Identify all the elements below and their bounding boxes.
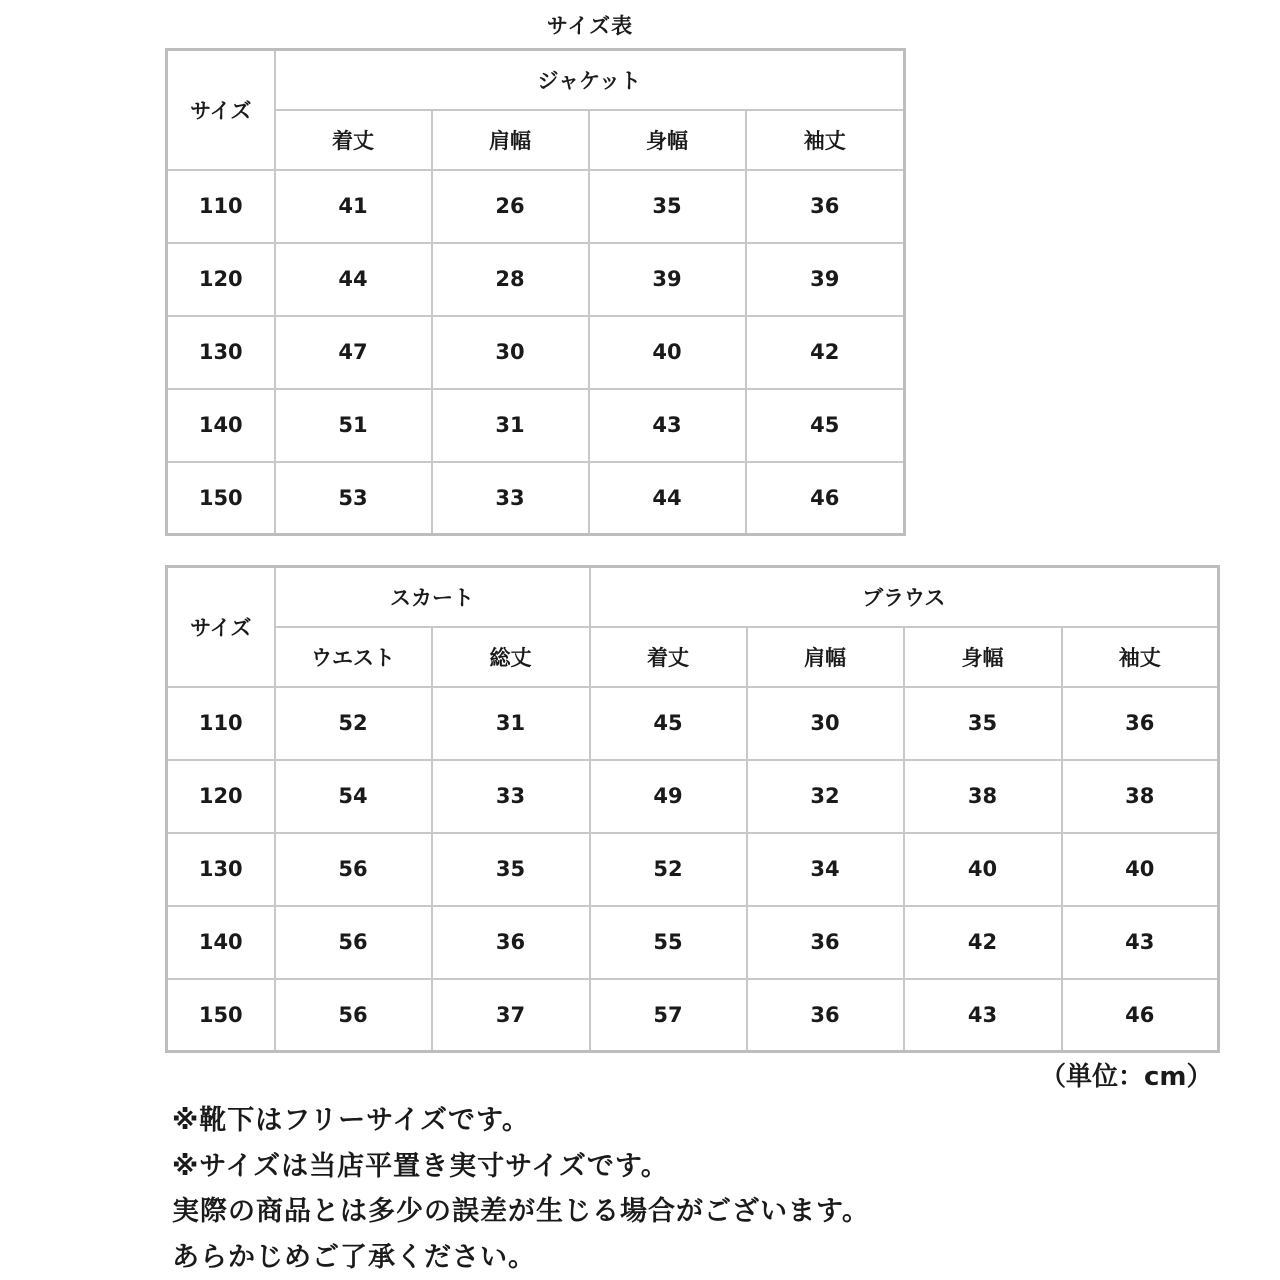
unit-label: （単位：cm） — [1040, 1062, 1213, 1092]
measurement-cell: 42 — [746, 316, 905, 389]
size-cell: 140 — [167, 389, 275, 462]
measurement-cell: 46 — [1062, 979, 1219, 1052]
measurement-cell: 35 — [904, 687, 1062, 760]
note-line: あらかじめご了承ください。 — [172, 1241, 536, 1273]
measurement-cell: 36 — [1062, 687, 1219, 760]
size-cell: 120 — [167, 243, 275, 316]
table-row — [167, 760, 1219, 833]
measurement-cell: 42 — [904, 906, 1062, 979]
measurement-cell: 55 — [590, 906, 747, 979]
measurement-cell: 56 — [275, 833, 432, 906]
measurement-cell: 56 — [275, 979, 432, 1052]
column-header: 肩幅 — [747, 627, 904, 687]
column-header: 肩幅 — [432, 110, 589, 170]
measurement-cell: 34 — [747, 833, 904, 906]
column-header: 着丈 — [275, 110, 432, 170]
table-row — [167, 906, 1219, 979]
measurement-cell: 39 — [589, 243, 746, 316]
measurement-cell: 43 — [904, 979, 1062, 1052]
column-header: 袖丈 — [1062, 627, 1219, 687]
table-row — [167, 170, 905, 243]
column-header: 着丈 — [590, 627, 747, 687]
table-row — [167, 316, 905, 389]
measurement-cell: 46 — [746, 462, 905, 535]
measurement-cell: 54 — [275, 760, 432, 833]
jacket-group-header: ジャケット — [275, 50, 905, 110]
size-cell: 110 — [167, 170, 275, 243]
measurement-cell: 35 — [432, 833, 590, 906]
measurement-cell: 45 — [746, 389, 905, 462]
note-line: 実際の商品とは多少の誤差が生じる場合がございます。 — [172, 1196, 870, 1227]
measurement-cell: 40 — [589, 316, 746, 389]
measurement-cell: 51 — [275, 389, 432, 462]
note-line: ※靴下はフリーサイズです。 — [172, 1105, 530, 1136]
measurement-cell: 36 — [747, 979, 904, 1052]
column-header: ウエスト — [275, 627, 432, 687]
size-cell: 110 — [167, 687, 275, 760]
size-cell: 130 — [167, 833, 275, 906]
measurement-cell: 33 — [432, 760, 590, 833]
measurement-cell: 32 — [747, 760, 904, 833]
measurement-cell: 26 — [432, 170, 589, 243]
jacket-table-body — [167, 170, 905, 535]
notes — [172, 1098, 870, 1280]
note-line: ※サイズは当店平置き実寸サイズです。 — [172, 1150, 669, 1182]
measurement-cell: 44 — [589, 462, 746, 535]
measurement-cell: 52 — [275, 687, 432, 760]
jacket-size-table — [165, 48, 906, 536]
skirt-group-header: スカート — [275, 567, 590, 627]
measurement-cell: 43 — [589, 389, 746, 462]
page-title: サイズ表 — [546, 14, 634, 38]
blouse-group-header: ブラウス — [590, 567, 1219, 627]
size-cell: 140 — [167, 906, 275, 979]
measurement-cell: 33 — [432, 462, 589, 535]
column-header: 総丈 — [432, 627, 590, 687]
measurement-cell: 45 — [590, 687, 747, 760]
measurement-cell: 31 — [432, 389, 589, 462]
measurement-cell: 53 — [275, 462, 432, 535]
skirt-blouse-size-table — [165, 565, 1220, 1053]
measurement-cell: 40 — [1062, 833, 1219, 906]
table-row — [167, 687, 1219, 760]
measurement-cell: 43 — [1062, 906, 1219, 979]
measurement-cell: 52 — [590, 833, 747, 906]
size-header: サイズ — [167, 567, 275, 687]
size-cell: 120 — [167, 760, 275, 833]
measurement-cell: 56 — [275, 906, 432, 979]
measurement-cell: 36 — [746, 170, 905, 243]
measurement-cell: 35 — [589, 170, 746, 243]
measurement-cell: 38 — [1062, 760, 1219, 833]
measurement-cell: 28 — [432, 243, 589, 316]
table-row — [167, 243, 905, 316]
table-row — [167, 833, 1219, 906]
measurement-cell: 30 — [747, 687, 904, 760]
measurement-cell: 41 — [275, 170, 432, 243]
column-header: 袖丈 — [746, 110, 905, 170]
measurement-cell: 39 — [746, 243, 905, 316]
table-row — [167, 979, 1219, 1052]
size-cell: 130 — [167, 316, 275, 389]
size-cell: 150 — [167, 979, 275, 1052]
table-row — [167, 389, 905, 462]
size-header: サイズ — [167, 50, 275, 170]
measurement-cell: 44 — [275, 243, 432, 316]
measurement-cell: 30 — [432, 316, 589, 389]
measurement-cell: 37 — [432, 979, 590, 1052]
size-cell: 150 — [167, 462, 275, 535]
measurement-cell: 36 — [747, 906, 904, 979]
measurement-cell: 47 — [275, 316, 432, 389]
combo-table-body — [167, 687, 1219, 1052]
table-row — [167, 462, 905, 535]
measurement-cell: 49 — [590, 760, 747, 833]
measurement-cell: 31 — [432, 687, 590, 760]
measurement-cell: 57 — [590, 979, 747, 1052]
measurement-cell: 40 — [904, 833, 1062, 906]
measurement-cell: 38 — [904, 760, 1062, 833]
measurement-cell: 36 — [432, 906, 590, 979]
column-header: 身幅 — [589, 110, 746, 170]
column-header: 身幅 — [904, 627, 1062, 687]
